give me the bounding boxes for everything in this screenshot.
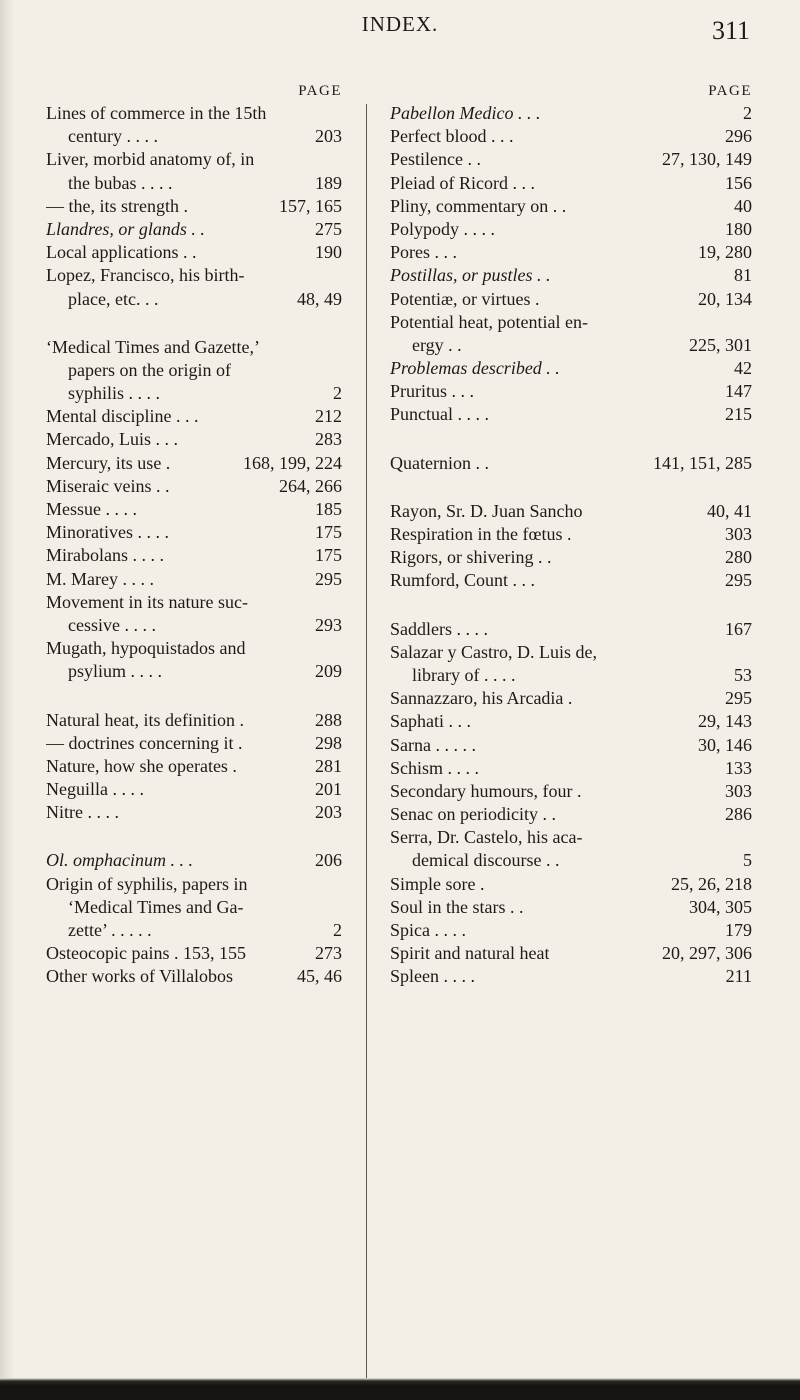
entry-text: Problemas described . . bbox=[390, 358, 560, 379]
index-entry bbox=[46, 475, 342, 498]
index-entry bbox=[390, 357, 752, 380]
page-number: 311 bbox=[712, 16, 751, 45]
index-column-right bbox=[390, 80, 752, 989]
entry-text: Postillas, or pustles . . bbox=[390, 265, 551, 286]
entry-text: Other works of Villalobos bbox=[46, 966, 234, 987]
entry-text: Pleiad of Ricord . . . bbox=[390, 172, 535, 193]
letter-group bbox=[390, 618, 752, 989]
entry-page-numbers: 283 bbox=[315, 429, 342, 450]
entry-page-numbers: 286 bbox=[725, 804, 752, 825]
column-divider bbox=[366, 104, 367, 1382]
index-entry bbox=[46, 428, 342, 451]
index-entry bbox=[46, 849, 342, 872]
index-entry bbox=[46, 102, 342, 125]
index-entry bbox=[46, 660, 342, 683]
entry-page-numbers: 180 bbox=[725, 218, 752, 239]
entry-page-numbers: 175 bbox=[315, 545, 342, 566]
index-entry bbox=[46, 801, 342, 824]
entry-page-numbers: 81 bbox=[734, 265, 752, 286]
letter-group bbox=[46, 849, 342, 988]
entry-text: Quaternion . . bbox=[390, 452, 489, 473]
entry-text: cessive . . . . bbox=[68, 614, 156, 635]
entry-text: place, etc. . . bbox=[68, 288, 159, 309]
index-entry bbox=[390, 334, 752, 357]
index-entry bbox=[46, 873, 342, 896]
entry-text: Rayon, Sr. D. Juan Sancho bbox=[390, 500, 583, 521]
index-entry bbox=[46, 382, 342, 405]
index-entry bbox=[390, 288, 752, 311]
letter-group bbox=[390, 500, 752, 593]
entry-text: — doctrines concerning it . bbox=[46, 732, 243, 753]
entry-page-numbers: 141, 151, 285 bbox=[653, 452, 752, 473]
entry-page-numbers: 5 bbox=[743, 850, 752, 871]
entry-page-numbers: 2 bbox=[333, 383, 342, 404]
index-entry bbox=[390, 826, 752, 849]
entry-page-numbers: 212 bbox=[315, 406, 342, 427]
entry-text: Ol. omphacinum . . . bbox=[46, 850, 193, 871]
entry-page-numbers: 2 bbox=[743, 103, 752, 123]
index-entry bbox=[390, 734, 752, 757]
entry-text: Nitre . . . . bbox=[46, 802, 119, 823]
index-entry bbox=[46, 452, 342, 475]
index-entry bbox=[46, 591, 342, 614]
entry-page-numbers: 190 bbox=[315, 242, 342, 263]
entry-page-numbers: 27, 130, 149 bbox=[662, 149, 752, 170]
entry-page-numbers: 264, 266 bbox=[279, 475, 342, 496]
index-entry bbox=[46, 498, 342, 521]
entry-page-numbers: 25, 26, 218 bbox=[671, 873, 752, 894]
index-entry bbox=[46, 172, 342, 195]
entry-text: — the, its strength . bbox=[46, 195, 188, 216]
entry-page-numbers: 147 bbox=[725, 381, 752, 402]
index-entry bbox=[46, 755, 342, 778]
entry-text: Saddlers . . . . bbox=[390, 618, 488, 639]
index-entry bbox=[390, 241, 752, 264]
entry-page-numbers: 215 bbox=[725, 404, 752, 425]
index-entry bbox=[46, 637, 342, 660]
entry-text: psylium . . . . bbox=[68, 661, 163, 682]
entry-text: Spirit and natural heat bbox=[390, 943, 550, 964]
letter-group-gap bbox=[46, 684, 342, 709]
index-entry bbox=[46, 264, 342, 287]
entry-page-numbers: 303 bbox=[725, 780, 752, 801]
entry-page-numbers: 168, 199, 224 bbox=[243, 452, 342, 473]
index-entry bbox=[390, 500, 752, 523]
letter-group bbox=[46, 709, 342, 825]
entry-text: Soul in the stars . . bbox=[390, 896, 524, 917]
entry-text: Polypody . . . . bbox=[390, 218, 496, 239]
index-entry bbox=[46, 359, 342, 382]
entry-text: ergy . . bbox=[412, 334, 462, 355]
entry-text: Serra, Dr. Castelo, his aca- bbox=[390, 827, 583, 848]
entry-text: Local applications . . bbox=[46, 242, 197, 263]
index-entry bbox=[46, 195, 342, 218]
index-entry bbox=[390, 569, 752, 592]
entry-text: Punctual . . . . bbox=[390, 404, 489, 425]
entry-text: Potential heat, potential en- bbox=[390, 311, 588, 332]
index-entry bbox=[390, 873, 752, 896]
entry-text: Potentiæ, or virtues . bbox=[390, 288, 540, 309]
entry-page-numbers: 281 bbox=[315, 755, 342, 776]
entry-page-numbers: 273 bbox=[315, 943, 342, 964]
index-entries-left bbox=[46, 102, 342, 989]
index-entry bbox=[390, 148, 752, 171]
index-entry bbox=[46, 405, 342, 428]
letter-group bbox=[390, 102, 752, 427]
index-entry bbox=[46, 336, 342, 359]
entry-page-numbers: 133 bbox=[725, 757, 752, 778]
entry-text: Natural heat, its definition . bbox=[46, 709, 244, 730]
entry-page-numbers: 203 bbox=[315, 126, 342, 147]
entry-text: Saphati . . . bbox=[390, 711, 471, 732]
index-entry bbox=[46, 544, 342, 567]
entry-text: Pestilence . . bbox=[390, 149, 481, 170]
column-head-page: PAGE bbox=[708, 83, 752, 99]
entry-page-numbers: 295 bbox=[725, 570, 752, 591]
running-head: INDEX. bbox=[361, 12, 439, 36]
index-entry bbox=[390, 452, 752, 475]
entry-text: Mugath, hypoquistados and bbox=[46, 638, 246, 659]
entry-text: Miseraic veins . . bbox=[46, 475, 170, 496]
entry-page-numbers: 296 bbox=[725, 126, 752, 147]
index-entry bbox=[390, 849, 752, 872]
index-entry bbox=[46, 218, 342, 241]
index-entry bbox=[46, 965, 342, 988]
index-entry bbox=[390, 102, 752, 125]
entry-text: demical discourse . . bbox=[412, 850, 560, 871]
entry-page-numbers: 295 bbox=[725, 688, 752, 709]
index-entry bbox=[390, 965, 752, 988]
index-entry bbox=[46, 521, 342, 544]
index-entry bbox=[46, 709, 342, 732]
entry-page-numbers: 20, 297, 306 bbox=[662, 943, 752, 964]
entry-text: Perfect blood . . . bbox=[390, 126, 514, 147]
letter-group bbox=[46, 336, 342, 684]
index-entry bbox=[390, 195, 752, 218]
index-entry bbox=[390, 942, 752, 965]
entry-page-numbers: 206 bbox=[315, 850, 342, 871]
index-entry bbox=[390, 896, 752, 919]
entry-page-numbers: 225, 301 bbox=[689, 334, 752, 355]
index-entry bbox=[390, 311, 752, 334]
index-entry bbox=[46, 568, 342, 591]
entry-page-numbers: 189 bbox=[315, 172, 342, 193]
entry-page-numbers: 304, 305 bbox=[689, 896, 752, 917]
entry-text: M. Marey . . . . bbox=[46, 568, 154, 589]
entry-text: Neguilla . . . . bbox=[46, 779, 144, 800]
entry-text: Pruritus . . . bbox=[390, 381, 475, 402]
entry-page-numbers: 179 bbox=[725, 920, 752, 940]
entry-page-numbers: 45, 46 bbox=[297, 966, 342, 987]
entry-text: Sarna . . . . . bbox=[390, 734, 476, 755]
letter-group-gap bbox=[390, 427, 752, 452]
entry-page-numbers: 29, 143 bbox=[698, 711, 752, 732]
entry-text: Spleen . . . . bbox=[390, 966, 475, 987]
entry-text: Senac on periodicity . . bbox=[390, 804, 556, 825]
entry-text: Origin of syphilis, papers in bbox=[46, 873, 248, 894]
entry-page-numbers: 298 bbox=[315, 732, 342, 753]
letter-group-gap bbox=[46, 311, 342, 336]
entry-text: ‘Medical Times and Ga- bbox=[68, 896, 244, 917]
entry-page-numbers: 295 bbox=[315, 568, 342, 589]
entry-text: library of . . . . bbox=[412, 664, 516, 685]
index-entry bbox=[390, 757, 752, 780]
index-entry bbox=[46, 614, 342, 637]
entry-page-numbers: 275 bbox=[315, 218, 342, 239]
entry-text: Llandres, or glands . . bbox=[46, 218, 205, 239]
index-entry bbox=[390, 687, 752, 710]
index-entry bbox=[390, 710, 752, 733]
entry-text: papers on the origin of bbox=[68, 359, 231, 380]
index-entry bbox=[390, 546, 752, 569]
index-entry bbox=[390, 664, 752, 687]
entry-page-numbers: 201 bbox=[315, 779, 342, 800]
entry-text: the bubas . . . . bbox=[68, 172, 173, 193]
index-entry bbox=[46, 125, 342, 148]
entry-text: Mirabolans . . . . bbox=[46, 545, 164, 566]
letter-group bbox=[46, 102, 342, 311]
letter-group-gap bbox=[390, 593, 752, 618]
index-entry bbox=[390, 218, 752, 241]
entry-page-numbers: 288 bbox=[315, 709, 342, 730]
entry-page-numbers: 156 bbox=[725, 172, 752, 193]
index-column-left bbox=[46, 80, 342, 989]
index-entry bbox=[390, 264, 752, 287]
entry-text: Messue . . . . bbox=[46, 499, 137, 519]
entry-text: Respiration in the fœtus . bbox=[390, 524, 572, 544]
entry-page-numbers: 42 bbox=[734, 358, 752, 379]
entry-text: Pabellon Medico . . . bbox=[390, 103, 541, 123]
index-entry bbox=[46, 241, 342, 264]
entry-text: Lopez, Francisco, his birth- bbox=[46, 265, 245, 286]
index-entries-right bbox=[390, 102, 752, 989]
entry-text: century . . . . bbox=[68, 126, 158, 147]
index-entry bbox=[390, 780, 752, 803]
index-entry bbox=[46, 778, 342, 801]
entry-text: Spica . . . . bbox=[390, 920, 466, 940]
entry-text: Rumford, Count . . . bbox=[390, 570, 536, 591]
entry-page-numbers: 185 bbox=[315, 499, 342, 519]
entry-page-numbers: 40 bbox=[734, 195, 752, 216]
letter-group-gap bbox=[390, 475, 752, 500]
index-entry bbox=[46, 919, 342, 942]
entry-text: Lines of commerce in the 15th bbox=[46, 103, 267, 123]
entry-text: Schism . . . . bbox=[390, 757, 480, 778]
entry-page-numbers: 40, 41 bbox=[707, 500, 752, 521]
index-entry bbox=[390, 618, 752, 641]
page-edge-shadow bbox=[0, 0, 14, 1400]
entry-text: Pliny, commentary on . . bbox=[390, 195, 567, 216]
entry-text: Nature, how she operates . bbox=[46, 755, 237, 776]
entry-text: Rigors, or shivering . . bbox=[390, 547, 552, 568]
index-entry bbox=[46, 732, 342, 755]
entry-text: ‘Medical Times and Gazette,’ bbox=[46, 336, 260, 357]
index-entry bbox=[390, 403, 752, 426]
scan-edge-band bbox=[0, 1378, 800, 1400]
entry-text: Liver, morbid anatomy of, in bbox=[46, 149, 255, 170]
entry-text: Simple sore . bbox=[390, 873, 485, 894]
index-entry bbox=[390, 523, 752, 546]
entry-text: Mercado, Luis . . . bbox=[46, 429, 178, 450]
index-entry bbox=[46, 148, 342, 171]
letter-group-gap bbox=[46, 824, 342, 849]
entry-page-numbers: 20, 134 bbox=[698, 288, 752, 309]
index-entry bbox=[390, 803, 752, 826]
entry-text: Osteocopic pains . 153, 155 bbox=[46, 943, 246, 964]
entry-text: Movement in its nature suc- bbox=[46, 591, 248, 612]
entry-text: zette’ . . . . . bbox=[68, 920, 152, 940]
index-entry bbox=[390, 172, 752, 195]
entry-page-numbers: 30, 146 bbox=[698, 734, 752, 755]
entry-text: Mental discipline . . . bbox=[46, 406, 199, 427]
entry-page-numbers: 53 bbox=[734, 664, 752, 685]
entry-page-numbers: 19, 280 bbox=[698, 242, 752, 263]
column-head-page: PAGE bbox=[298, 83, 342, 99]
index-entry bbox=[46, 896, 342, 919]
entry-text: syphilis . . . . bbox=[68, 383, 161, 404]
entry-page-numbers: 48, 49 bbox=[297, 288, 342, 309]
page-header bbox=[0, 0, 800, 60]
entry-page-numbers: 157, 165 bbox=[279, 195, 342, 216]
entry-page-numbers: 175 bbox=[315, 522, 342, 543]
entry-text: Mercury, its use . bbox=[46, 452, 171, 473]
index-entry bbox=[46, 288, 342, 311]
entry-text: Pores . . . bbox=[390, 242, 457, 263]
index-entry bbox=[46, 942, 342, 965]
entry-page-numbers: 293 bbox=[315, 614, 342, 635]
entry-text: Sannazzaro, his Arcadia . bbox=[390, 688, 573, 709]
entry-page-numbers: 280 bbox=[725, 547, 752, 568]
index-entry bbox=[390, 380, 752, 403]
entry-text: Salazar y Castro, D. Luis de, bbox=[390, 641, 597, 662]
index-entry bbox=[390, 125, 752, 148]
entry-page-numbers: 2 bbox=[333, 920, 342, 940]
entry-page-numbers: 203 bbox=[315, 802, 342, 823]
index-entry bbox=[390, 641, 752, 664]
entry-page-numbers: 167 bbox=[725, 618, 752, 639]
entry-page-numbers: 209 bbox=[315, 661, 342, 682]
index-entry bbox=[390, 919, 752, 942]
entry-text: Minoratives . . . . bbox=[46, 522, 169, 543]
entry-page-numbers: 303 bbox=[725, 524, 752, 544]
entry-page-numbers: 211 bbox=[725, 966, 752, 987]
letter-group bbox=[390, 452, 752, 475]
entry-text: Secondary humours, four . bbox=[390, 780, 582, 801]
